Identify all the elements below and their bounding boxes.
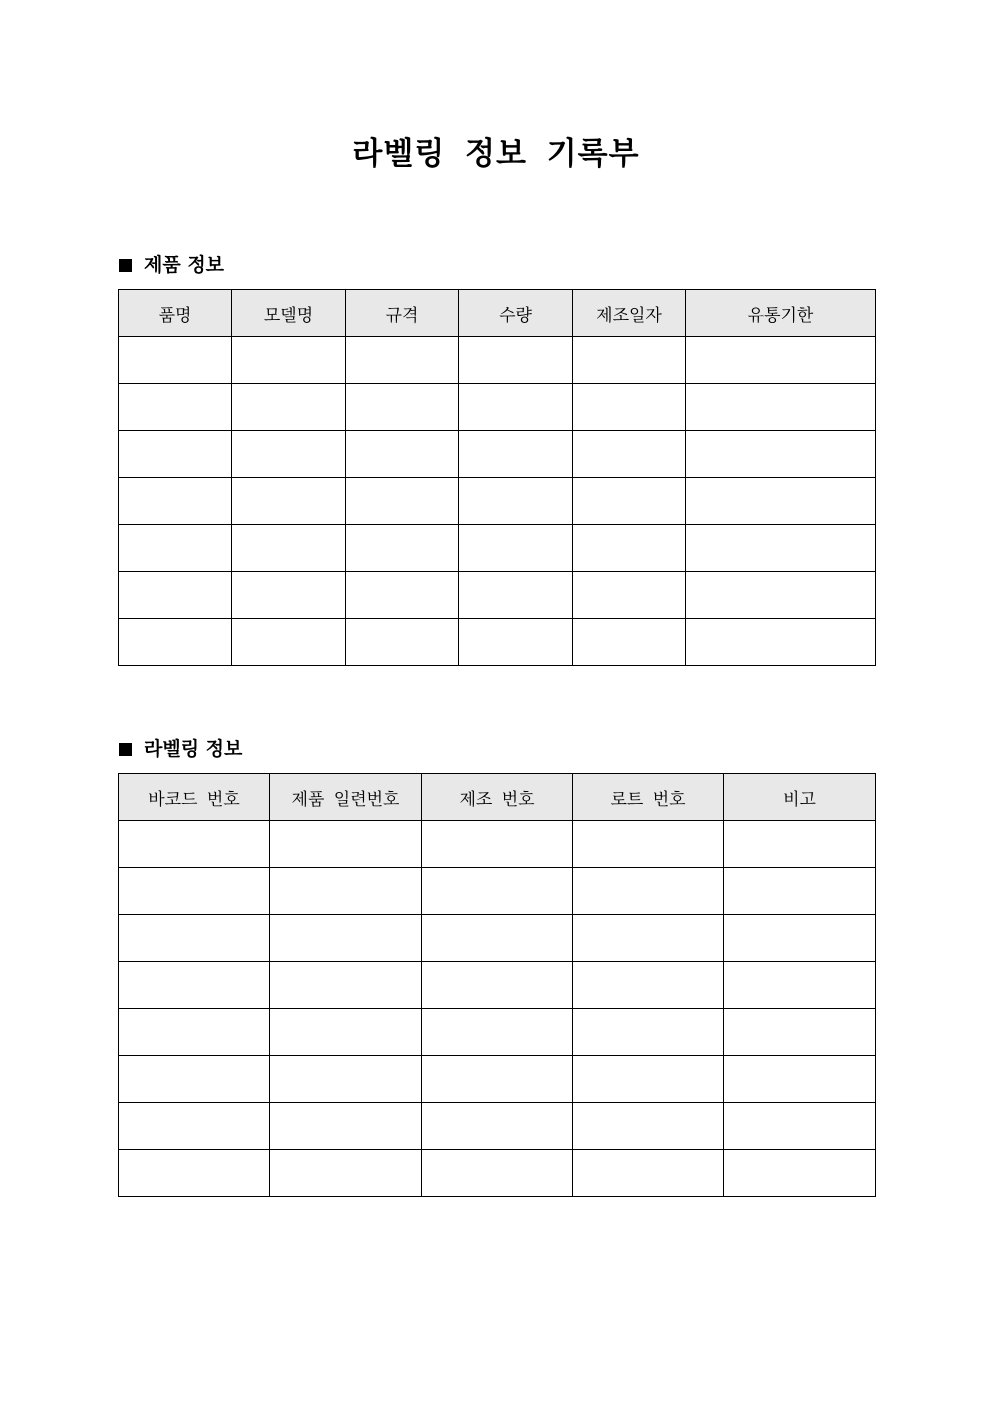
square-bullet-icon [119,259,132,272]
table-cell[interactable] [422,1056,573,1103]
table-cell[interactable] [232,431,346,478]
document-title: 라벨링 정보 기록부 [352,136,640,172]
table-cell[interactable] [573,619,686,666]
product-section-heading-text: 제품 정보 [144,254,225,276]
table-row [119,572,876,619]
table-cell[interactable] [459,525,573,572]
column-header-product-name: 품명 [119,290,232,337]
column-header-serial-number: 제품 일련번호 [270,774,422,821]
table-cell[interactable] [270,915,422,962]
labeling-section-heading [119,736,242,762]
table-cell[interactable] [686,525,876,572]
table-cell[interactable] [724,1056,876,1103]
table-cell[interactable] [573,431,686,478]
column-header-lot-number: 로트 번호 [573,774,724,821]
table-cell[interactable] [119,431,232,478]
table-row [119,868,876,915]
table-cell[interactable] [573,1103,724,1150]
table-cell[interactable] [119,821,270,868]
table-cell[interactable] [119,525,232,572]
table-row [119,478,876,525]
table-cell[interactable] [119,337,232,384]
table-cell[interactable] [573,337,686,384]
table-row [119,1009,876,1056]
table-cell[interactable] [573,821,724,868]
labeling-section-heading-text: 라벨링 정보 [144,738,243,760]
table-cell[interactable] [119,478,232,525]
table-cell[interactable] [232,619,346,666]
table-row [119,337,876,384]
product-section-heading [119,252,224,278]
table-cell[interactable] [459,478,573,525]
table-cell[interactable] [346,478,459,525]
table-cell[interactable] [573,868,724,915]
table-cell[interactable] [724,821,876,868]
table-cell[interactable] [573,478,686,525]
table-cell[interactable] [119,868,270,915]
table-cell[interactable] [686,431,876,478]
column-header-manufacture-number: 제조 번호 [422,774,573,821]
product-info-table [118,289,876,666]
table-cell[interactable] [422,1103,573,1150]
column-header-quantity: 수량 [459,290,573,337]
table-cell[interactable] [573,572,686,619]
table-cell[interactable] [724,962,876,1009]
column-header-spec: 규격 [346,290,459,337]
table-row [119,1150,876,1197]
table-cell[interactable] [459,337,573,384]
table-cell[interactable] [422,821,573,868]
table-cell[interactable] [346,431,459,478]
table-cell[interactable] [686,337,876,384]
table-cell[interactable] [270,1150,422,1197]
table-cell[interactable] [119,572,232,619]
table-cell[interactable] [459,619,573,666]
table-cell[interactable] [232,478,346,525]
labeling-info-table [118,773,876,1197]
column-header-expiry-date: 유통기한 [686,290,876,337]
table-header-row [119,290,876,337]
table-cell[interactable] [724,1103,876,1150]
table-row [119,821,876,868]
column-header-manufacture-date: 제조일자 [573,290,686,337]
table-cell[interactable] [232,525,346,572]
table-row [119,962,876,1009]
table-cell[interactable] [270,1103,422,1150]
table-cell[interactable] [724,868,876,915]
table-cell[interactable] [573,962,724,1009]
table-cell[interactable] [422,868,573,915]
table-cell[interactable] [119,1056,270,1103]
table-cell[interactable] [573,1150,724,1197]
table-cell[interactable] [686,478,876,525]
table-cell[interactable] [119,915,270,962]
table-cell[interactable] [232,337,346,384]
table-row [119,915,876,962]
table-cell[interactable] [270,962,422,1009]
table-header-row [119,774,876,821]
column-header-model-name: 모델명 [232,290,346,337]
table-row [119,1103,876,1150]
table-cell[interactable] [686,619,876,666]
table-cell[interactable] [119,619,232,666]
table-cell[interactable] [459,572,573,619]
table-cell[interactable] [422,915,573,962]
table-cell[interactable] [346,525,459,572]
table-cell[interactable] [346,337,459,384]
table-cell[interactable] [119,1009,270,1056]
table-cell[interactable] [573,384,686,431]
table-row [119,1056,876,1103]
square-bullet-icon [119,743,132,756]
table-row [119,619,876,666]
table-cell[interactable] [270,1009,422,1056]
table-cell[interactable] [724,1150,876,1197]
table-cell[interactable] [422,962,573,1009]
table-cell[interactable] [119,962,270,1009]
table-cell[interactable] [346,619,459,666]
table-cell[interactable] [119,384,232,431]
table-cell[interactable] [232,572,346,619]
table-cell[interactable] [270,821,422,868]
table-cell[interactable] [270,868,422,915]
table-cell[interactable] [724,915,876,962]
table-cell[interactable] [119,1150,270,1197]
table-cell[interactable] [119,1103,270,1150]
table-cell[interactable] [573,525,686,572]
table-cell[interactable] [459,431,573,478]
table-cell[interactable] [422,1150,573,1197]
table-cell[interactable] [724,1009,876,1056]
table-row [119,431,876,478]
table-row [119,384,876,431]
table-cell[interactable] [270,1056,422,1103]
table-cell[interactable] [573,1056,724,1103]
table-cell[interactable] [346,384,459,431]
table-cell[interactable] [686,572,876,619]
column-header-remarks: 비고 [724,774,876,821]
table-row [119,525,876,572]
column-header-barcode-number: 바코드 번호 [119,774,270,821]
table-cell[interactable] [459,384,573,431]
table-cell[interactable] [422,1009,573,1056]
table-cell[interactable] [573,915,724,962]
table-cell[interactable] [686,384,876,431]
table-cell[interactable] [573,1009,724,1056]
table-cell[interactable] [346,572,459,619]
table-cell[interactable] [232,384,346,431]
